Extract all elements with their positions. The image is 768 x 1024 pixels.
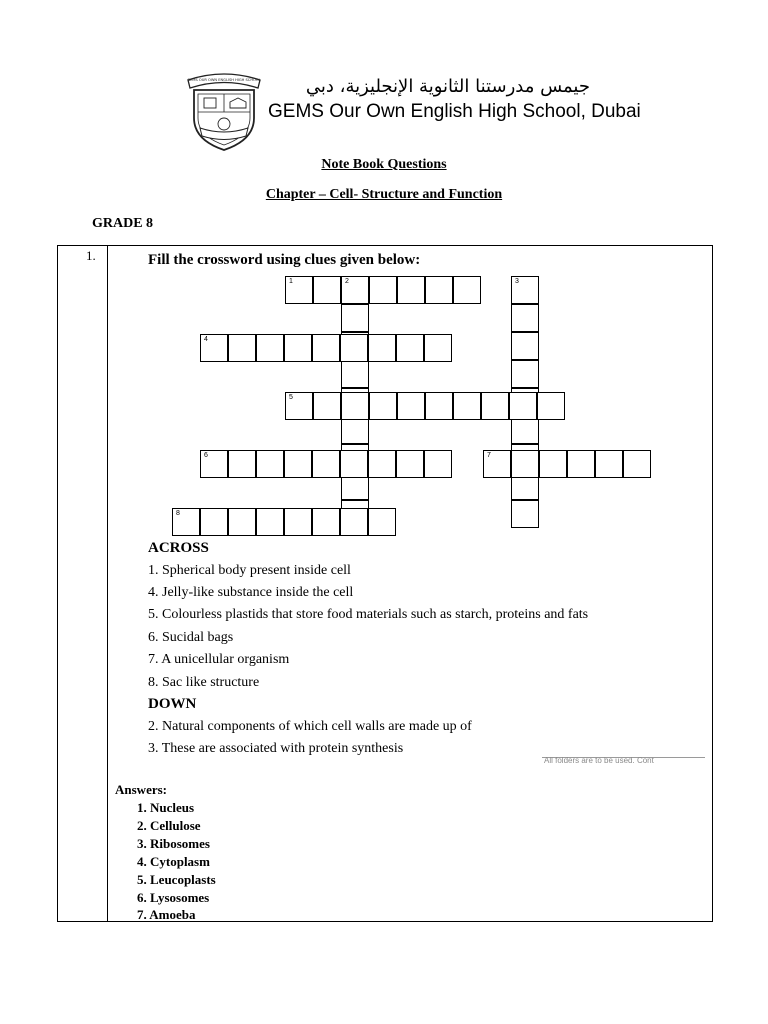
crossword-clue-number: 1 <box>289 278 293 285</box>
across-clue-5: 5. Colourless plastids that store food materials such as starch, proteins and fats <box>148 607 589 622</box>
down-clue-2: 2. Natural components of which cell walls are made up of <box>148 719 472 734</box>
across-clue-7: 7. A unicellular organism <box>148 652 290 667</box>
answer-item: 4. Cytoplasm <box>137 854 210 869</box>
grade-label: GRADE 8 <box>92 216 154 231</box>
answers-heading: Answers: <box>115 782 167 797</box>
crossword-clue-number: 4 <box>204 336 208 343</box>
across-clue-6: 6. Sucidal bags <box>148 630 234 645</box>
school-name-arabic: جيمس مدرستنا الثانوية الإنجليزية، دبي <box>305 76 590 97</box>
across-clue-1: 1. Spherical body present inside cell <box>148 563 351 578</box>
answer-item: 7. Amoeba <box>137 907 196 922</box>
across-clue-4: 4. Jelly-like substance inside the cell <box>148 585 354 600</box>
down-heading: DOWN <box>148 696 197 712</box>
crossword-clue-number: 8 <box>176 510 180 517</box>
across-heading: ACROSS <box>148 540 209 556</box>
question-number: 1. <box>86 248 96 263</box>
answer-item: 6. Lysosomes <box>137 890 210 905</box>
crossword-clue-number: 2 <box>345 278 349 285</box>
across-clue-8: 8. Sac like structure <box>148 675 260 690</box>
crossword-clue-number: 7 <box>487 452 491 459</box>
crossword-clue-number: 3 <box>515 278 519 285</box>
school-name-english: GEMS Our Own English High School, Dubai <box>268 101 641 122</box>
table-column-divider <box>107 245 108 922</box>
faint-footer-text: All folders are to be used. Cont <box>544 756 654 765</box>
answer-item: 1. Nucleus <box>137 800 195 815</box>
answer-item: 3. Ribosomes <box>137 836 210 851</box>
chapter-title: Chapter – Cell- Structure and Function <box>265 187 503 202</box>
school-crest-icon <box>180 66 268 154</box>
down-clue-3: 3. These are associated with protein synthesis <box>148 741 404 756</box>
question-instruction: Fill the crossword using clues given below: <box>148 252 421 268</box>
answer-item: 2. Cellulose <box>137 818 201 833</box>
answer-item: 5. Leucoplasts <box>137 872 216 887</box>
svg-text:GEMS OUR OWN ENGLISH HIGH SCHO: GEMS OUR OWN ENGLISH HIGH SCHOOL <box>187 78 261 82</box>
crossword-clue-number: 5 <box>289 394 293 401</box>
crossword-clue-number: 6 <box>204 452 208 459</box>
document-title: Note Book Questions <box>321 157 447 172</box>
